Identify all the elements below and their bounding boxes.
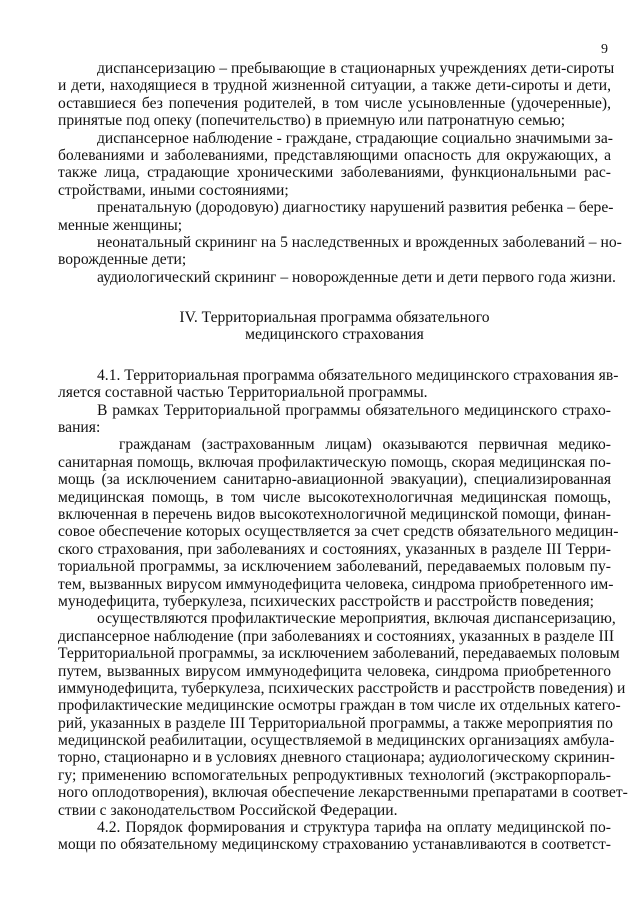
text-line: Территориальной программы, за исключением заболеваний, передаваемых половым	[58, 645, 620, 663]
text-line: ториальной программы, за исключением заболеваний, передаваемых половым пу-	[58, 558, 611, 576]
text-line: диспансерное наблюдение (при заболеваниях и состояниях, указанных в разделе III	[58, 627, 615, 645]
text-line: профилактические медицинские осмотры граждан в том числе их отдельных катего-	[58, 697, 621, 715]
text-line: В рамках Территориальной программы обязательного медицинского страхо-	[97, 401, 611, 419]
text-line: также лица, страдающие хроническими заболеваниями, функциональными рас-	[58, 164, 611, 182]
section-heading-line-1: IV. Территориальная программа обязательного	[179, 309, 490, 327]
text-line: болеваниями и заболеваниями, представляющими опасность для окружающих, а	[58, 146, 611, 164]
section-heading-line-2: медицинского страхования	[245, 326, 424, 344]
text-line: диспансеризацию – пребывающие в стационарных учреждениях дети-сироты	[97, 60, 615, 77]
text-line: 4.2. Порядок формирования и структура тарифа на оплату медицинской по-	[97, 819, 611, 837]
text-line: ляется составной частью Территориальной программы.	[58, 384, 428, 402]
text-line: менные женщины;	[58, 216, 183, 234]
text-line: рий, указанных в разделе III Территориальной программы, а также мероприятия по	[58, 714, 613, 732]
text-line: диспансерное наблюдение - граждане, страдающие социально значимыми за-	[97, 129, 613, 147]
text-line: иммунодефицита, туберкулеза, психических расстройств и расстройств поведения) и	[58, 679, 626, 697]
text-line: мунодефицита, туберкулеза, психических расстройств и расстройств поведения;	[58, 592, 595, 610]
text-line: медицинская помощь, в том числе высокотехнологичная медицинская помощь,	[58, 488, 611, 506]
text-line: тем, вызванных вирусом иммунодефицита человека, синдрома приобретенного им-	[58, 575, 614, 593]
text-line: путем, вызванных вирусом иммунодефицита человека, синдрома приобретенного	[58, 662, 611, 680]
text-line: гражданам (застрахованным лицам) оказываются первичная медико-	[119, 436, 611, 454]
text-line: включенная в перечень видов высокотехнологичной медицинской помощи, финан-	[58, 505, 611, 523]
text-line: торно, стационарно и в условиях дневного стационара; аудиологическому скринин-	[58, 749, 615, 767]
text-line: вания:	[58, 419, 101, 437]
text-line: стройствами, иными состояниями;	[58, 181, 289, 199]
section-list-of-services	[58, 60, 622, 286]
text-line: оставшиеся без попечения родителей, в том числе усыновленные (удочеренные),	[58, 94, 611, 112]
text-line: ского страхования, при заболеваниях и состояниях, указанных в разделе III Терри-	[58, 540, 611, 558]
text-line: совое обеспечение которых осуществляется за счет средств обязательного медицин-	[58, 523, 619, 541]
text-line: пренатальную (дородовую) диагностику нарушений развития ребенка – бере-	[97, 199, 614, 217]
section-territorial-program	[58, 366, 628, 854]
document-body	[58, 60, 628, 854]
text-line: неонатальный скрининг на 5 наследственных и врожденных заболеваний – но-	[97, 233, 622, 251]
text-line: медицинской реабилитации, осуществляемой в медицинских организациях амбула-	[58, 732, 615, 750]
text-line: санитарная помощь, включая профилактическую помощь, скорая медицинская по-	[58, 453, 611, 471]
text-line: ствии с законодательством Российской Федерации.	[58, 801, 398, 819]
text-line: мощь (за исключением санитарно-авиационной эвакуации), специализированная	[58, 471, 611, 489]
text-line: гу; применению вспомогательных репродуктивных технологий (экстракорпораль-	[58, 766, 611, 784]
text-line: принятые под опеку (попечительство) в приемную или патронатную семью;	[58, 112, 566, 130]
text-line: мощи по обязательному медицинскому страхованию устанавливаются в соответст-	[58, 836, 611, 854]
text-line: аудиологический скрининг – новорожденные дети и дети первого года жизни.	[97, 268, 616, 286]
page-number: 9	[601, 42, 608, 57]
text-line: ного оплодотворения), включая обеспечение лекарственными препаратами в соответ-	[58, 784, 628, 802]
text-line: и дети, находящиеся в трудной жизненной ситуации, а также дети-сироты и дети,	[58, 77, 611, 95]
text-line: ворожденные дети;	[58, 251, 187, 269]
text-line: осуществляются профилактические мероприятия, включая диспансеризацию,	[97, 610, 616, 628]
text-line: 4.1. Территориальная программа обязательного медицинского страхования яв-	[97, 366, 619, 384]
